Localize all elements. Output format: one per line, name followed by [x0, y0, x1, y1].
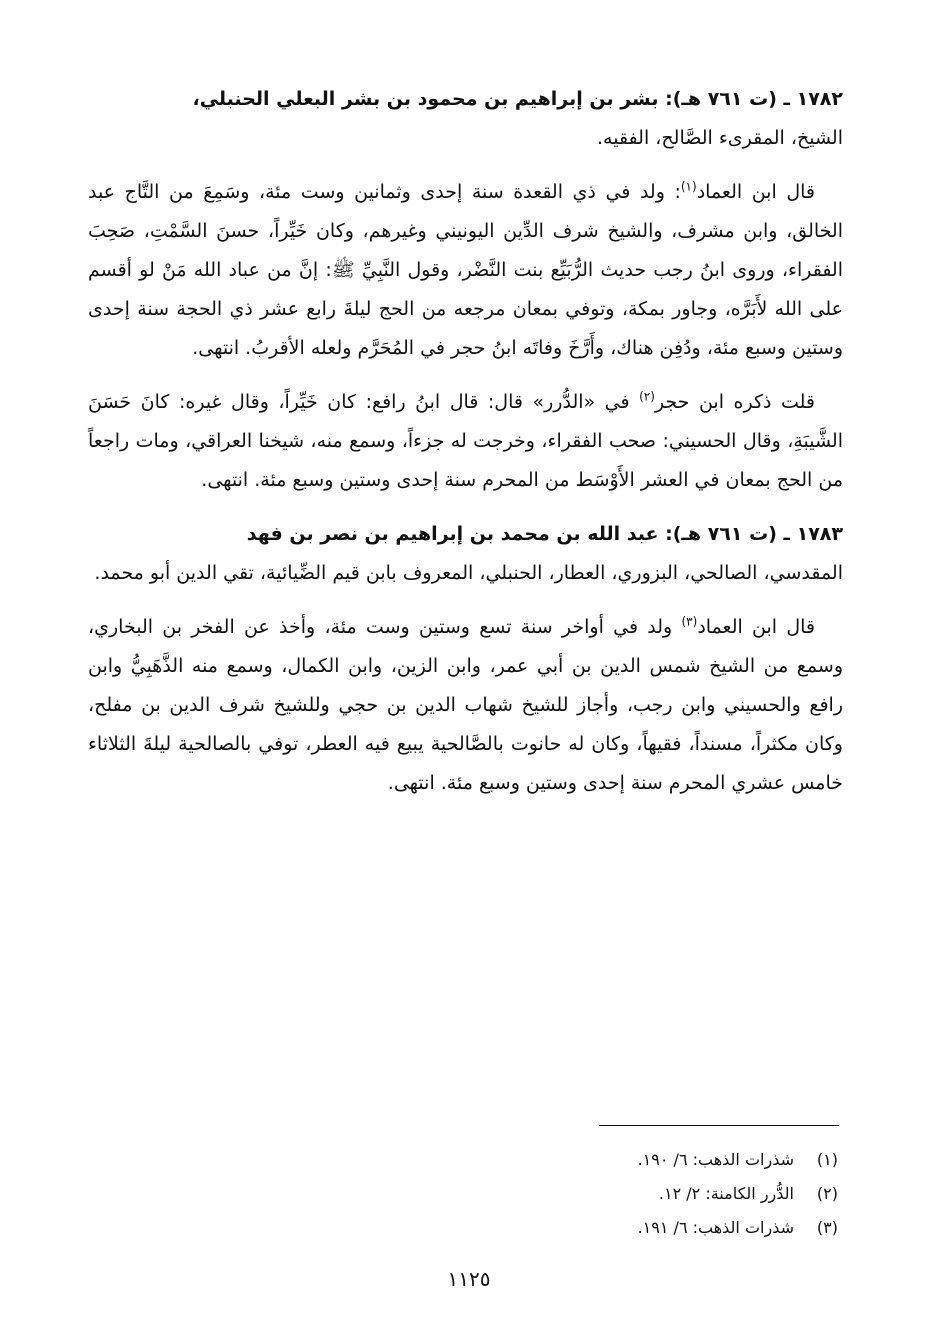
footnote-1-text: شذرات الذهب: ٦/ ١٩٠.	[637, 1150, 794, 1169]
entry-1782-title-rest: الشيخ، المقرىء الصَّالح، الفقيه.	[597, 127, 843, 149]
footnote-1-number: (١)	[816, 1150, 838, 1169]
entry-1783-heading	[88, 515, 843, 593]
entry-1782-p1-start: قال ابن العماد	[696, 181, 815, 203]
footnote-ref-3: (٣)	[681, 614, 698, 629]
footnote-ref-2: (٢)	[639, 389, 655, 404]
entry-1782-paragraph-2	[88, 383, 843, 500]
footnote-1	[88, 1143, 838, 1177]
footnote-ref-1: (١)	[680, 179, 697, 194]
entry-1783-p1-start: قال ابن العماد	[697, 616, 815, 638]
entry-1782-heading	[88, 80, 843, 158]
entry-1783-paragraph-1	[88, 608, 843, 803]
entry-1783-p1-body: ولد في أواخر سنة تسع وستين وست مئة، وأخذ عن الفخر بن البخاري، وسمع من الشيخ شمس الدين بن أبي عمر، وابن الزين، وابن الكمال، وسمع منه الذَّهَبِيُّ وابن رافع والحسيني وابن رجب، وأجاز للشيخ شهاب الدين بن حجي وللشيخ شرف الدين بن مفلح، وكان مكثراً، مسنداً، فقيهاً، وكان له حانوت بالصَّالحية يبيع فيه العطر، توفي بالصالحية ليلةَ الثلاثاء خامس عشري المحرم سنة إحدى وستين وسبع مئة. انتهى.	[88, 616, 843, 794]
page-number: ١١٢٥	[447, 1267, 491, 1291]
footnotes	[88, 1143, 838, 1245]
entry-1782-p2-body: في «الدُّرر» قال: قال ابنُ رافع: كان خَيِّراً، وقال غيره: كانَ حَسَنَ الشَّيبَةِ، وقال الحسيني: صحب الفقراء، وخرجت له جزءاً، وسمع منه، شيخنا العراقي، ومات راجعاً من الحج بمعان في العشر الأَوْسَط من المحرم سنة إحدى وستين وسبع مئة. انتهى.	[88, 391, 843, 491]
footnote-3-number: (٣)	[816, 1218, 838, 1237]
main-text	[88, 80, 843, 818]
entry-1782-p2-start: قلت ذكره ابن حجر	[654, 391, 815, 413]
footnote-divider	[599, 1125, 839, 1126]
footnote-2	[88, 1177, 838, 1211]
entry-1782-paragraph-1	[88, 173, 843, 368]
footnote-3-text: شذرات الذهب: ٦/ ١٩١.	[637, 1218, 794, 1237]
entry-1782-p1-body: : ولد في ذي القعدة سنة إحدى وثمانين وست مئة، وسَمِعَ من التَّاج عبد الخالق، وابن مشرف، والشيخ شرف الدِّين اليونيني وغيرهم، وكان خَيِّراً، حسنَ السَّمْتِ، صَحِبَ الفقراء، وروى ابنُ رجب حديث الرُّبَيِّع بنت النَّضْر، وقول النَّبِيِّ ﷺ: إنَّ من عباد الله مَنْ لو أقسم على الله لأَبَرَّه، وجاور بمكة، وتوفي بمعان مرجعه من الحج ليلةَ رابع عشر ذي الحجة سنة إحدى وستين وسبع مئة، ودُفِن هناك، وأَرَّخَ وفاتَه ابنُ حجر في المُحَرَّم ولعله الأقربُ. انتهى.	[88, 181, 843, 359]
footnote-2-number: (٢)	[816, 1184, 838, 1203]
entry-1783-title: ١٧٨٣ ـ (ت ٧٦١ هـ): عبد الله بن محمد بن إبراهيم بن نصر بن فهد	[246, 523, 843, 545]
entry-1782-title: ١٧٨٢ ـ (ت ٧٦١ هـ): بشر بن إبراهيم بن محمود بن بشر البعلي الحنبلي،	[192, 88, 843, 110]
footnote-3	[88, 1211, 838, 1245]
footnote-2-text: الدُّرر الكامنة: ٢/ ١٢.	[658, 1184, 794, 1203]
entry-1783-title-rest: المقدسي، الصالحي، البزوري، العطار، الحنبلي، المعروف بابن قيم الضِّيائية، تقي الدين أبو محمد.	[94, 562, 843, 584]
